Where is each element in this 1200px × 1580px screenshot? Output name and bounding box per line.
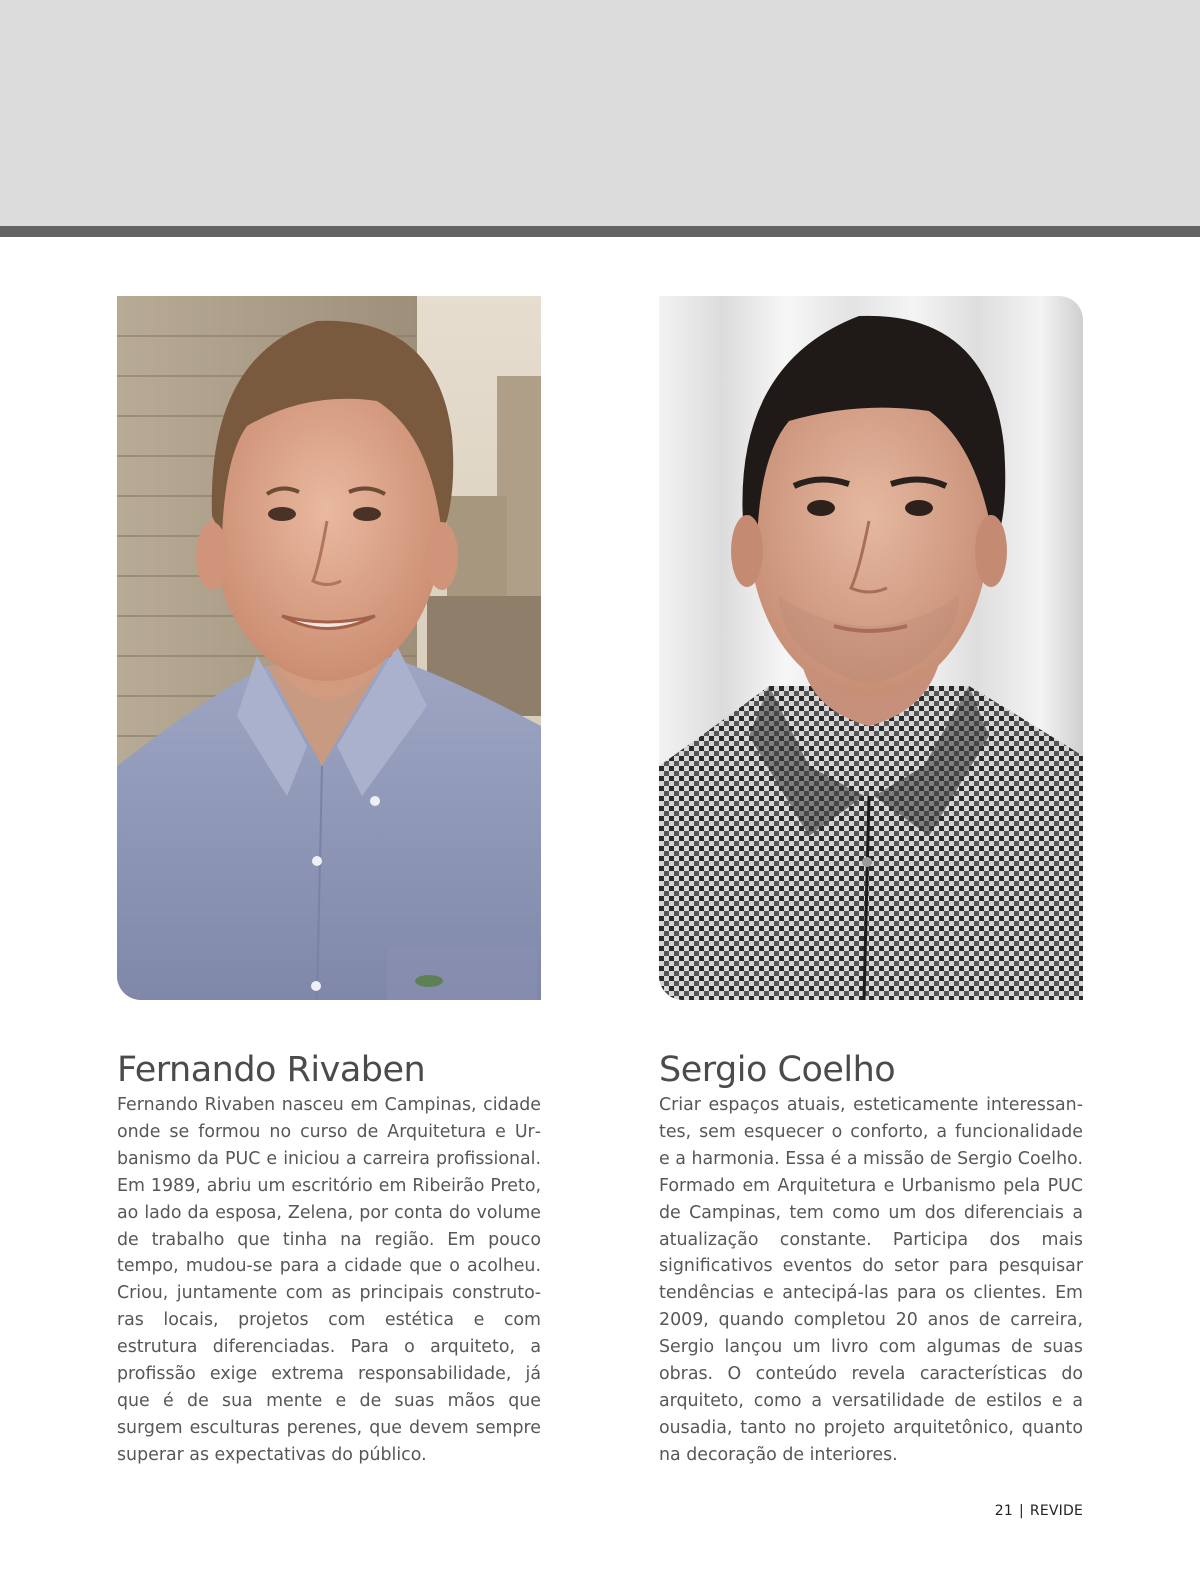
page-folio bbox=[995, 1503, 1083, 1519]
header-band bbox=[0, 0, 1200, 226]
portrait-photo-left bbox=[117, 296, 541, 1000]
portrait-photo-right bbox=[659, 296, 1083, 1000]
profile-bio-left: Fernando Rivaben nasceu em Campinas, cidade onde se formou no curso de Arquitetura e Urbanismo da PUC e iniciou a carreira profissional. Em 1989, abriu um escritório em Ribeirão Preto, ao lado da esposa, Zelena, por conta do volume de trabalho que tinha na região. Em pouco tempo, mudou-se para a cidade que o acolheu. Criou, juntamente com as principais construtoras locais, projetos com estética e com estrutura diferenciadas. Para o arquiteto, a profissão exige extrema responsabilidade, já que é de sua mente e de suas mãos que surgem esculturas perenes, que devem sempre superar as expectativas do público. bbox=[117, 1095, 541, 1465]
header-rule bbox=[0, 226, 1200, 237]
profile-right bbox=[659, 1048, 1083, 1469]
magazine-name: REVIDE bbox=[1029, 1503, 1083, 1519]
page-number: 21 bbox=[994, 1503, 1013, 1519]
profile-name-right: Sergio Coelho bbox=[659, 1050, 896, 1090]
profile-name-left: Fernando Rivaben bbox=[117, 1050, 426, 1090]
folio-separator: | bbox=[1018, 1503, 1024, 1519]
profile-bio-right: Criar espaços atuais, esteticamente interessantes, sem esquecer o conforto, a funcionalidade e a harmonia. Essa é a missão de Sergio Coelho. Formado em Arquitetura e Urbanismo pela PUC de Campinas, tem como um dos diferenciais a atualização constante. Participa dos mais significativos eventos do setor para pesquisar tendências e antecipá-las para os clientes. Em 2009, quando completou 20 anos de carreira, Sergio lançou um livro com algumas de suas obras. O conteúdo revela características do arquiteto, como a versatilidade de estilos e a ousadia, tanto no projeto arquitetônico, quanto na decoração de interiores. bbox=[659, 1095, 1083, 1465]
profile-left bbox=[117, 1048, 541, 1469]
